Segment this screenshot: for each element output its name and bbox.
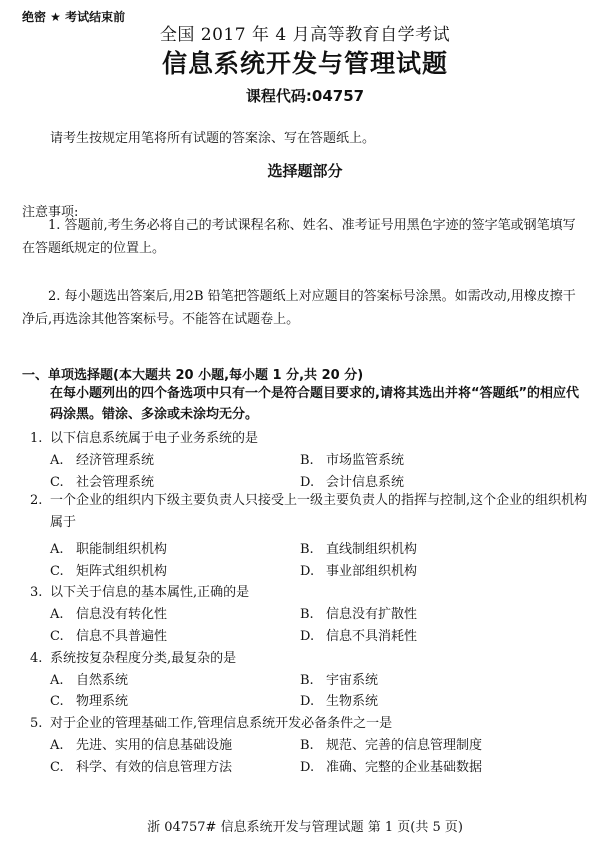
question-4-option-b: B. 宇宙系统 bbox=[300, 673, 379, 688]
note-item-1: 1. 答题前,考生务必将自己的考试课程名称、姓名、准考证号用黑色字迹的签字笔或钢笔填写在答题纸规定的位置上。 bbox=[22, 218, 576, 256]
question-number: 2. bbox=[30, 493, 43, 508]
question-text: 以下关于信息的基本属性,正确的是 bbox=[50, 585, 250, 600]
question-1-option-a: A. 经济管理系统 bbox=[50, 453, 155, 468]
question-5-option-d: D. 准确、完整的企业基础数据 bbox=[300, 760, 483, 775]
page-footer: 浙 04757# 信息系统开发与管理试题 第 1 页(共 5 页) bbox=[147, 820, 463, 835]
question-4 bbox=[30, 647, 236, 666]
question-text: 一个企业的组织内下级主要负责人只接受上一级主要负责人的指挥与控制,这个企业的组织机构属于 bbox=[50, 493, 588, 530]
secret-mark: 绝密 ★ 考试结束前 bbox=[22, 10, 126, 24]
question-3-option-d: D. 信息不具消耗性 bbox=[300, 629, 418, 644]
question-text: 对于企业的管理基础工作,管理信息系统开发必备条件之一是 bbox=[50, 716, 393, 731]
question-5-option-b: B. 规范、完善的信息管理制度 bbox=[300, 738, 483, 753]
intro-instruction: 请考生按规定用笔将所有试题的答案涂、写在答题纸上。 bbox=[50, 131, 376, 146]
question-2 bbox=[30, 490, 595, 534]
question-2-option-c: C. 矩阵式组织机构 bbox=[50, 564, 168, 579]
question-3-option-a: A. 信息没有转化性 bbox=[50, 607, 168, 622]
question-5-option-c: C. 科学、有效的信息管理方法 bbox=[50, 760, 233, 775]
question-2-option-b: B. 直线制组织机构 bbox=[300, 542, 418, 557]
part1-instructions: 在每小题列出的四个备选项中只有一个是符合题目要求的,请将其选出并将“答题纸”的相应代码涂黑。错涂、多涂或未涂均无分。 bbox=[50, 386, 580, 422]
question-number: 1. bbox=[30, 431, 43, 446]
note-item-2: 2. 每小题选出答案后,用2B 铅笔把答题纸上对应题目的答案标号涂黑。如需改动,用橡皮擦干净后,再选涂其他答案标号。不能答在试题卷上。 bbox=[22, 289, 576, 327]
question-number: 5. bbox=[30, 716, 43, 731]
question-4-option-c: C. 物理系统 bbox=[50, 694, 129, 709]
question-4-option-a: A. 自然系统 bbox=[50, 673, 129, 688]
question-5-option-a: A. 先进、实用的信息基础设施 bbox=[50, 738, 233, 753]
notes-title: 注意事项: bbox=[22, 205, 79, 220]
part1-title: 一、单项选择题(本大题共 20 小题,每小题 1 分,共 20 分) bbox=[22, 368, 364, 383]
question-number: 3. bbox=[30, 585, 43, 600]
question-5 bbox=[30, 712, 392, 731]
question-4-option-d: D. 生物系统 bbox=[300, 694, 379, 709]
question-2-option-d: D. 事业部组织机构 bbox=[300, 564, 418, 579]
question-3-option-b: B. 信息没有扩散性 bbox=[300, 607, 418, 622]
question-3 bbox=[30, 581, 249, 600]
course-code: 课程代码:04757 bbox=[245, 87, 365, 105]
question-2-option-a: A. 职能制组织机构 bbox=[50, 542, 168, 557]
question-1-option-d: D. 会计信息系统 bbox=[300, 475, 405, 490]
question-number: 4. bbox=[30, 651, 43, 666]
question-text: 系统按复杂程度分类,最复杂的是 bbox=[50, 651, 237, 666]
question-3-option-c: C. 信息不具普遍性 bbox=[50, 629, 168, 644]
exam-title: 全国 2017 年 4 月高等教育自学考试 bbox=[159, 25, 451, 45]
section-title: 选择题部分 bbox=[267, 162, 343, 180]
question-1 bbox=[30, 427, 258, 446]
question-1-option-b: B. 市场监管系统 bbox=[300, 453, 405, 468]
subject-title: 信息系统开发与管理试题 bbox=[161, 49, 448, 78]
question-1-option-c: C. 社会管理系统 bbox=[50, 475, 155, 490]
question-text: 以下信息系统属于电子业务系统的是 bbox=[50, 431, 259, 446]
